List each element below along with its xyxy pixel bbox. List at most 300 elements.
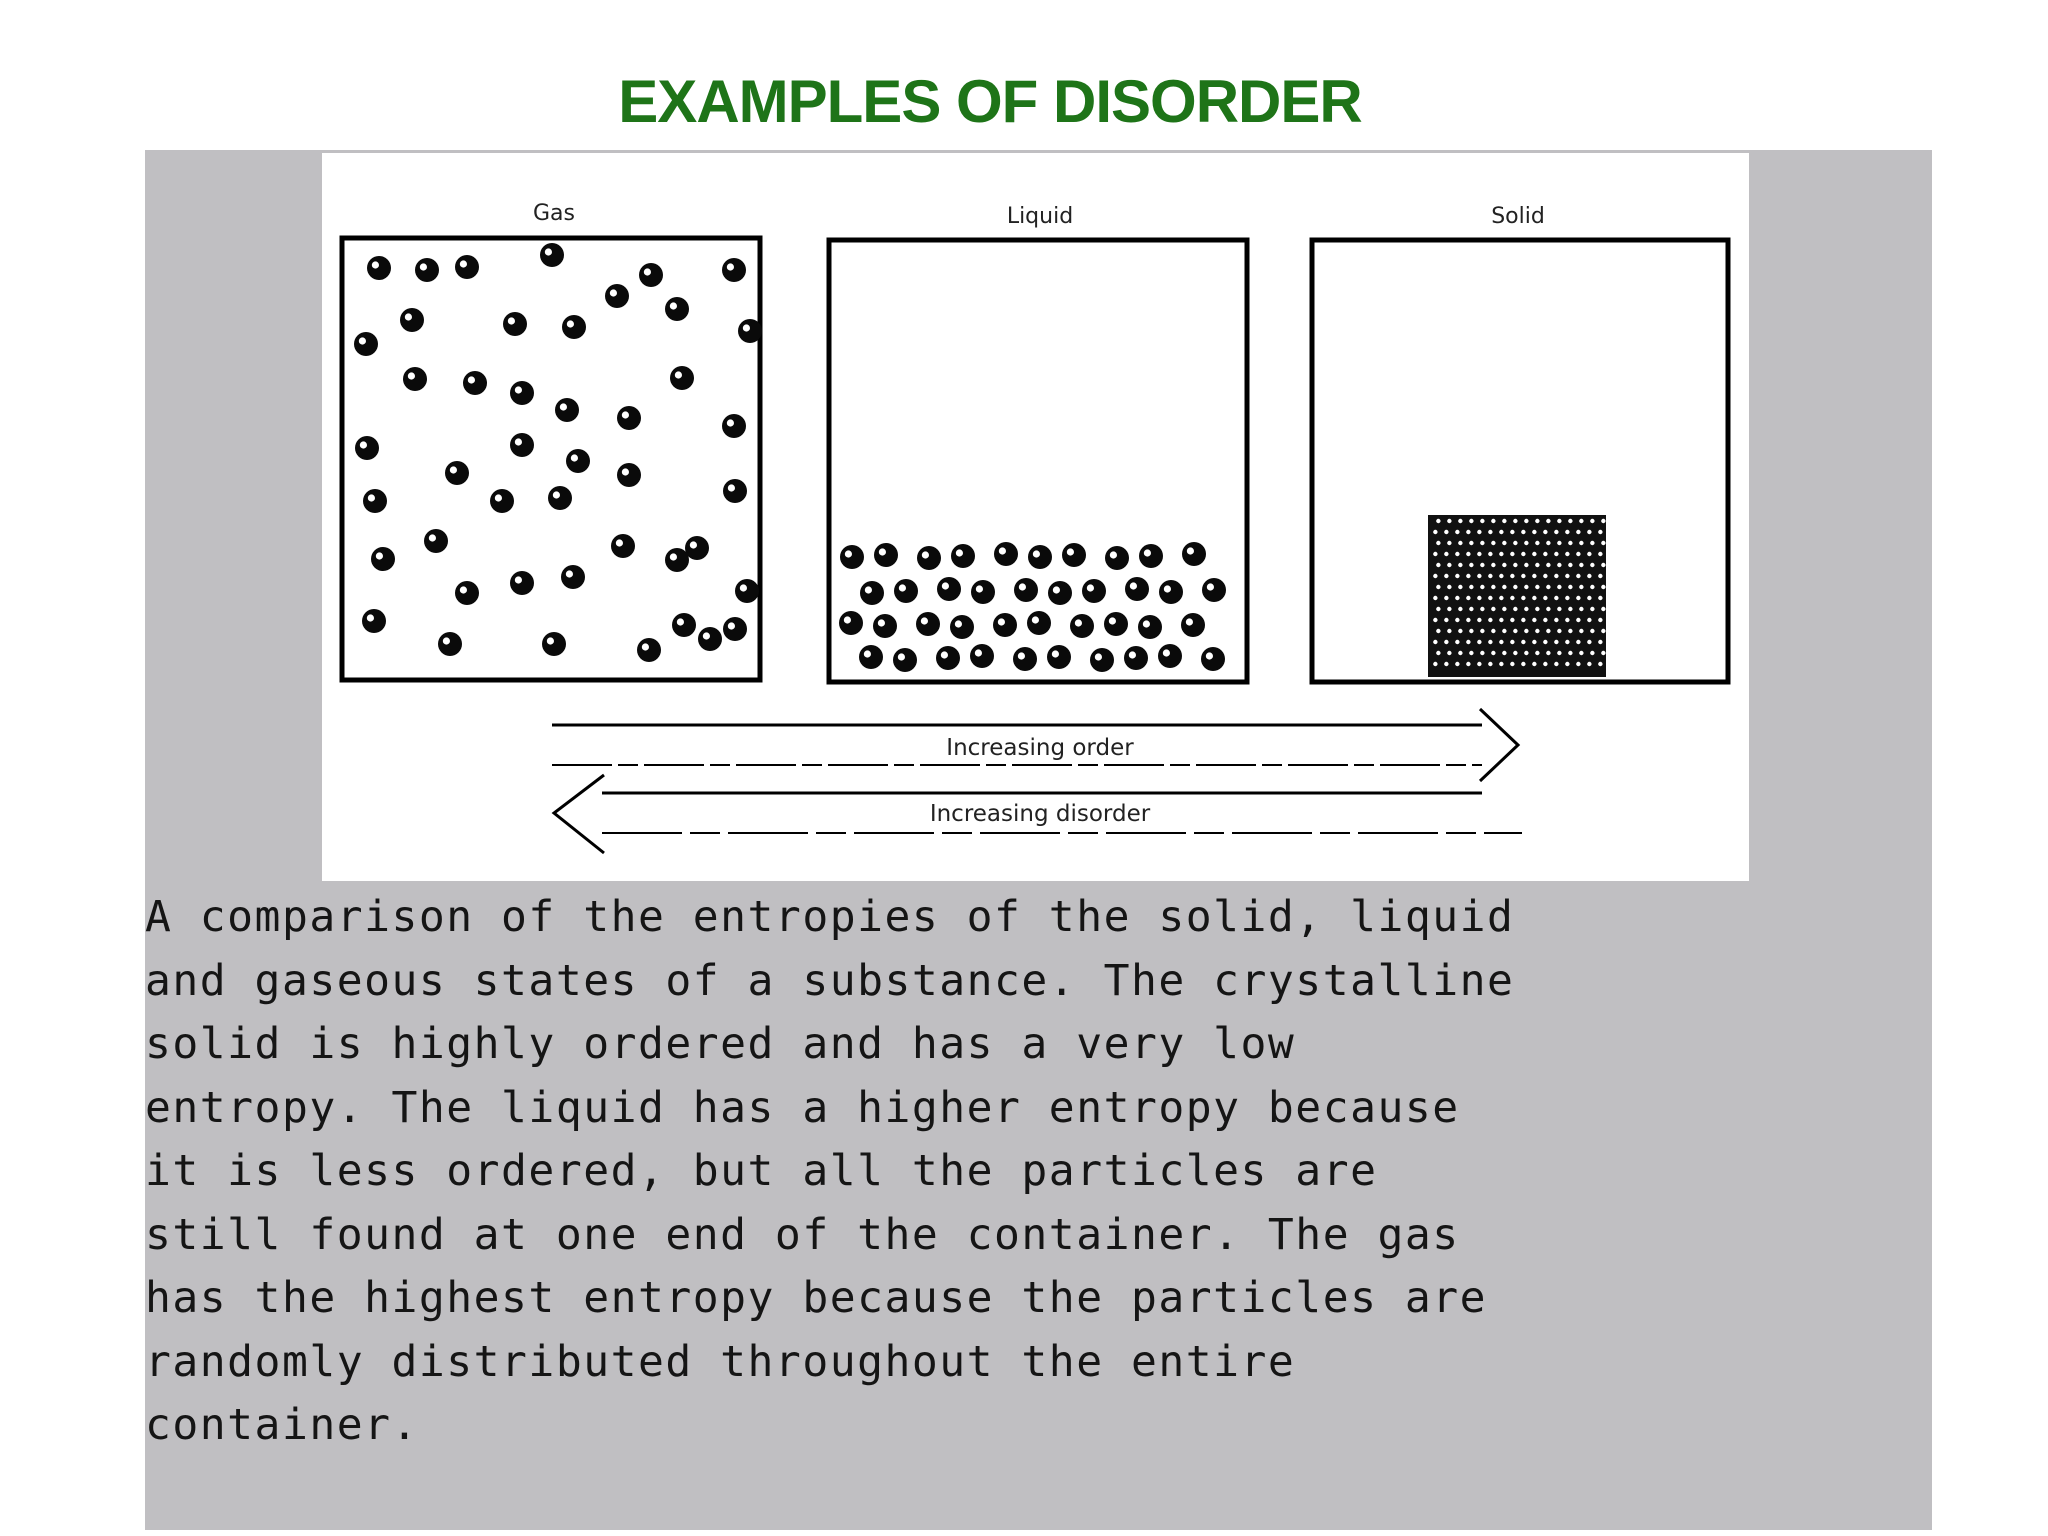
solid-particle	[1590, 651, 1594, 655]
liquid-particle-highlight	[1130, 582, 1137, 589]
gas-particle-highlight	[367, 614, 374, 621]
liquid-particle	[1158, 644, 1182, 668]
solid-particle	[1576, 662, 1580, 666]
solid-particle	[1576, 640, 1580, 644]
gas-particle-highlight	[515, 438, 522, 445]
solid-particle	[1554, 530, 1558, 534]
solid-particle	[1488, 640, 1492, 644]
liquid-particle-highlight	[921, 617, 928, 624]
liquid-particle	[950, 615, 974, 639]
gas-particles	[354, 243, 762, 662]
liquid-particle-highlight	[1095, 653, 1102, 660]
liquid-particle	[1181, 613, 1205, 637]
liquid-particle-highlight	[1187, 547, 1194, 554]
gas-particle-highlight	[728, 622, 735, 629]
liquid-particle-highlight	[1067, 548, 1074, 555]
solid-particle	[1480, 607, 1484, 611]
liquid-particle	[1159, 580, 1183, 604]
solid-particle	[1568, 541, 1572, 545]
gas-particle-highlight	[405, 313, 412, 320]
gas-particle	[362, 609, 386, 633]
liquid-particle	[971, 580, 995, 604]
liquid-particle-highlight	[1143, 620, 1150, 627]
liquid-particle	[894, 579, 918, 603]
solid-particle	[1458, 607, 1462, 611]
liquid-particle-highlight	[1144, 549, 1151, 556]
liquid-particle	[860, 581, 884, 605]
solid-particle	[1444, 574, 1448, 578]
solid-particle	[1565, 596, 1569, 600]
gas-particle-highlight	[508, 317, 515, 324]
solid-particle	[1543, 640, 1547, 644]
gas-particle	[722, 258, 746, 282]
liquid-particle-highlight	[844, 616, 851, 623]
gas-particle-highlight	[495, 494, 502, 501]
solid-particle	[1502, 563, 1506, 567]
solid-particle	[1590, 585, 1594, 589]
gas-particle-highlight	[610, 289, 617, 296]
solid-particle	[1598, 662, 1602, 666]
solid-particle	[1524, 563, 1528, 567]
solid-particle	[1480, 651, 1484, 655]
solid-particle	[1491, 607, 1495, 611]
gas-particle	[455, 255, 479, 279]
solid-particle	[1587, 596, 1591, 600]
solid-particle	[1488, 662, 1492, 666]
gas-particle	[503, 312, 527, 336]
liquid-particle-highlight	[1186, 618, 1193, 625]
gas-particle	[455, 581, 479, 605]
solid-particle	[1565, 640, 1569, 644]
gas-particle	[490, 489, 514, 513]
gas-particle-highlight	[368, 494, 375, 501]
caption-line-7: has the highest entropy because the particles are	[145, 1273, 1488, 1323]
gas-particle	[670, 366, 694, 390]
liquid-particle-highlight	[864, 650, 871, 657]
caption-line-2: and gaseous states of a substance. The crystalline	[145, 955, 1515, 1006]
liquid-particle	[1047, 645, 1071, 669]
solid-particle	[1455, 596, 1459, 600]
solid-particle	[1491, 541, 1495, 545]
solid-particle	[1447, 541, 1451, 545]
solid-particle	[1576, 574, 1580, 578]
solid-particle	[1598, 596, 1602, 600]
gas-particle-highlight	[359, 337, 366, 344]
solid-particle	[1436, 563, 1440, 567]
solid-particle	[1598, 618, 1602, 622]
solid-particle	[1513, 541, 1517, 545]
liquid-particle	[994, 542, 1018, 566]
solid-particle	[1590, 519, 1594, 523]
solid-particle	[1568, 651, 1572, 655]
solid-particle	[1554, 574, 1558, 578]
liquid-particle-highlight	[1018, 652, 1025, 659]
solid-particle	[1546, 519, 1550, 523]
solid-particle	[1436, 585, 1440, 589]
liquid-particle	[1182, 542, 1206, 566]
gas-particle	[611, 534, 635, 558]
liquid-particle	[1027, 611, 1051, 635]
solid-particle	[1554, 618, 1558, 622]
gas-particle-highlight	[642, 643, 649, 650]
liquid-particle-highlight	[976, 585, 983, 592]
solid-particle	[1502, 629, 1506, 633]
solid-particle	[1477, 640, 1481, 644]
solid-particle	[1557, 541, 1561, 545]
solid-particle	[1502, 607, 1506, 611]
liquid-particle-highlight	[899, 584, 906, 591]
liquid-particle-highlight	[1163, 649, 1170, 656]
liquid-particle-highlight	[975, 649, 982, 656]
solid-particle	[1480, 541, 1484, 545]
solid-particle	[1543, 552, 1547, 556]
solid-particle	[1532, 574, 1536, 578]
solid-particle	[1546, 629, 1550, 633]
solid-particle	[1601, 563, 1605, 567]
gas-particle	[566, 449, 590, 473]
liquid-particle	[840, 545, 864, 569]
gas-particle-highlight	[616, 539, 623, 546]
solid-particle	[1532, 596, 1536, 600]
gas-particle-highlight	[545, 248, 552, 255]
solid-particle	[1488, 552, 1492, 556]
caption-line-6: still found at one end of the container. The gas	[145, 1209, 1460, 1260]
solid-particle	[1513, 519, 1517, 523]
gas-particle	[555, 398, 579, 422]
liquid-particle	[1014, 578, 1038, 602]
solid-particle	[1535, 563, 1539, 567]
gas-container	[342, 238, 760, 680]
solid-particle	[1543, 574, 1547, 578]
solid-particle	[1499, 618, 1503, 622]
solid-particle	[1433, 618, 1437, 622]
gas-particle-highlight	[429, 534, 436, 541]
solid-particle	[1510, 618, 1514, 622]
slide-title: EXAMPLES OF DISORDER	[618, 68, 1362, 135]
solid-particle	[1535, 607, 1539, 611]
solid-particle	[1579, 541, 1583, 545]
liquid-particle-highlight	[879, 548, 886, 555]
gas-particle-highlight	[450, 466, 457, 473]
liquid-particle-highlight	[1033, 550, 1040, 557]
gas-particle	[637, 638, 661, 662]
solid-particle	[1444, 552, 1448, 556]
gas-particle	[445, 461, 469, 485]
solid-particle	[1524, 607, 1528, 611]
solid-particle	[1469, 585, 1473, 589]
liquid-particle	[1124, 646, 1148, 670]
solid-particle	[1488, 618, 1492, 622]
gas-particle	[698, 627, 722, 651]
caption-line-8: randomly distributed throughout the entire	[145, 1336, 1296, 1387]
solid-particle	[1433, 662, 1437, 666]
gas-particle	[723, 479, 747, 503]
gas-particle-highlight	[670, 553, 677, 560]
gas-particle-highlight	[372, 261, 379, 268]
states-of-matter-figure	[322, 153, 1749, 881]
gas-particle-highlight	[622, 411, 629, 418]
gas-particle	[367, 256, 391, 280]
solid-particle	[1433, 574, 1437, 578]
solid-particle	[1535, 585, 1539, 589]
solid-particle	[1535, 541, 1539, 545]
gas-particle-highlight	[408, 372, 415, 379]
solid-particle	[1579, 629, 1583, 633]
solid-particle	[1477, 596, 1481, 600]
gas-particle	[355, 436, 379, 460]
solid-particle	[1546, 651, 1550, 655]
liquid-particle-highlight	[1053, 586, 1060, 593]
solid-particle	[1535, 519, 1539, 523]
solid-particle	[1480, 563, 1484, 567]
gas-particle	[542, 632, 566, 656]
solid-particle	[1579, 563, 1583, 567]
liquid-particle-highlight	[1032, 616, 1039, 623]
solid-particle	[1469, 541, 1473, 545]
liquid-particle-highlight	[956, 549, 963, 556]
solid-particle	[1598, 574, 1602, 578]
solid-particle	[1436, 541, 1440, 545]
solid-particle	[1466, 552, 1470, 556]
gas-particle	[354, 332, 378, 356]
solid-particle	[1510, 574, 1514, 578]
solid-particle	[1524, 519, 1528, 523]
liquid-particle-highlight	[1019, 583, 1026, 590]
liquid-particle	[893, 648, 917, 672]
caption-line-9: container.	[145, 1400, 419, 1450]
caption-line-1: A comparison of the entropies of the solid, liquid	[145, 892, 1515, 942]
liquid-particle	[1104, 612, 1128, 636]
liquid-particle-highlight	[999, 547, 1006, 554]
solid-particle	[1521, 552, 1525, 556]
solid-particle	[1499, 662, 1503, 666]
solid-particle	[1491, 585, 1495, 589]
gas-particle-highlight	[677, 618, 684, 625]
liquid-particle	[859, 645, 883, 669]
solid-particle	[1532, 640, 1536, 644]
solid-particle	[1477, 618, 1481, 622]
gas-particle	[510, 381, 534, 405]
solid-particle	[1587, 640, 1591, 644]
solid-particle	[1565, 574, 1569, 578]
solid-particle	[1447, 585, 1451, 589]
solid-particle	[1488, 574, 1492, 578]
solid-particle	[1535, 629, 1539, 633]
solid-particle	[1546, 607, 1550, 611]
solid-particle	[1579, 519, 1583, 523]
solid-particle	[1521, 596, 1525, 600]
gas-particle-highlight	[515, 386, 522, 393]
solid-particle	[1576, 596, 1580, 600]
gas-particle-highlight	[420, 263, 427, 270]
gas-particle	[403, 367, 427, 391]
increasing-order-label: Increasing order	[946, 735, 1134, 761]
liquid-particle	[937, 577, 961, 601]
solid-particle	[1444, 662, 1448, 666]
gas-particle-highlight	[727, 263, 734, 270]
gas-particle	[685, 536, 709, 560]
solid-particle-block	[1428, 515, 1606, 677]
solid-particle	[1444, 618, 1448, 622]
solid-particle	[1565, 618, 1569, 622]
solid-particle	[1466, 618, 1470, 622]
solid-particle	[1458, 541, 1462, 545]
liquid-particle	[839, 611, 863, 635]
gas-particle-highlight	[553, 491, 560, 498]
gas-particle-highlight	[743, 324, 750, 331]
solid-particle	[1532, 530, 1536, 534]
solid-particle	[1458, 651, 1462, 655]
gas-container-label: Gas	[533, 201, 575, 226]
solid-particle	[1557, 651, 1561, 655]
gas-particle-highlight	[622, 468, 629, 475]
gas-particle	[363, 489, 387, 513]
solid-particle	[1477, 530, 1481, 534]
solid-particle	[1455, 618, 1459, 622]
solid-particle	[1568, 629, 1572, 633]
solid-particle	[1499, 530, 1503, 534]
liquid-particle	[1139, 544, 1163, 568]
solid-particle	[1466, 640, 1470, 644]
solid-particle	[1491, 629, 1495, 633]
solid-particle	[1601, 629, 1605, 633]
solid-particle	[1601, 541, 1605, 545]
solid-particle	[1546, 541, 1550, 545]
solid-particle	[1436, 607, 1440, 611]
caption-line-3: solid is highly ordered and has a very low	[145, 1019, 1296, 1069]
solid-particle	[1546, 563, 1550, 567]
gas-particle	[617, 406, 641, 430]
gas-particle-highlight	[571, 454, 578, 461]
solid-particle	[1601, 651, 1605, 655]
solid-particle	[1554, 552, 1558, 556]
solid-particle	[1568, 585, 1572, 589]
solid-particle	[1458, 519, 1462, 523]
liquid-particle-highlight	[942, 582, 949, 589]
solid-particle	[1444, 640, 1448, 644]
gas-particle-highlight	[703, 632, 710, 639]
solid-particle	[1590, 563, 1594, 567]
liquid-particle	[917, 546, 941, 570]
gas-particle-highlight	[460, 260, 467, 267]
solid-particle	[1590, 629, 1594, 633]
solid-particle	[1587, 552, 1591, 556]
increasing-disorder-label: Increasing disorder	[929, 801, 1151, 827]
gas-particle	[562, 315, 586, 339]
solid-particle	[1543, 596, 1547, 600]
solid-particle	[1436, 651, 1440, 655]
gas-particle	[371, 547, 395, 571]
solid-particle	[1488, 530, 1492, 534]
solid-particle	[1598, 552, 1602, 556]
solid-particle	[1543, 618, 1547, 622]
liquid-particle-highlight	[865, 586, 872, 593]
solid-particle	[1447, 519, 1451, 523]
figure-svg	[322, 153, 1749, 881]
solid-particle	[1557, 629, 1561, 633]
liquid-particle-highlight	[845, 550, 852, 557]
solid-particle	[1598, 640, 1602, 644]
solid-particle	[1469, 629, 1473, 633]
liquid-particle	[1062, 543, 1086, 567]
liquid-particle-highlight	[955, 620, 962, 627]
liquid-particle	[936, 646, 960, 670]
solid-particle	[1480, 519, 1484, 523]
liquid-particle-highlight	[878, 619, 885, 626]
solid-particle	[1455, 662, 1459, 666]
liquid-particle-highlight	[898, 653, 905, 660]
gas-particle-highlight	[567, 320, 574, 327]
gas-particle	[561, 565, 585, 589]
solid-particle	[1576, 552, 1580, 556]
solid-particle	[1499, 552, 1503, 556]
solid-particle	[1499, 596, 1503, 600]
solid-particle	[1532, 552, 1536, 556]
solid-particle	[1554, 662, 1558, 666]
gas-particle-highlight	[560, 403, 567, 410]
solid-particle	[1557, 607, 1561, 611]
gas-particle-highlight	[728, 484, 735, 491]
liquid-particle	[1202, 578, 1226, 602]
solid-particle	[1433, 596, 1437, 600]
solid-particle	[1433, 640, 1437, 644]
solid-particle	[1455, 552, 1459, 556]
liquid-particle-highlight	[998, 618, 1005, 625]
solid-particle	[1436, 519, 1440, 523]
solid-particle	[1576, 530, 1580, 534]
solid-particle	[1532, 618, 1536, 622]
liquid-particle	[916, 612, 940, 636]
solid-particle	[1466, 530, 1470, 534]
solid-particle	[1469, 519, 1473, 523]
gas-particle-highlight	[690, 541, 697, 548]
solid-particle	[1587, 530, 1591, 534]
liquid-particle-highlight	[1110, 551, 1117, 558]
solid-particle	[1557, 519, 1561, 523]
solid-particle	[1469, 563, 1473, 567]
solid-particle	[1579, 607, 1583, 611]
gas-particle	[510, 571, 534, 595]
gas-particle	[438, 632, 462, 656]
solid-particle	[1447, 607, 1451, 611]
liquid-particle	[1070, 614, 1094, 638]
solid-particle	[1480, 585, 1484, 589]
gas-particle-highlight	[675, 371, 682, 378]
liquid-particle	[1201, 647, 1225, 671]
gas-particle-highlight	[443, 637, 450, 644]
gas-particle	[424, 529, 448, 553]
solid-particle	[1543, 530, 1547, 534]
solid-particle	[1499, 640, 1503, 644]
solid-particle	[1469, 607, 1473, 611]
figure-caption	[145, 886, 1932, 1458]
liquid-container-label: Liquid	[1006, 204, 1074, 229]
liquid-particle-highlight	[1052, 650, 1059, 657]
solid-particle	[1436, 629, 1440, 633]
solid-particle	[1543, 662, 1547, 666]
solid-particle	[1601, 585, 1605, 589]
liquid-particle	[1013, 647, 1037, 671]
solid-particle	[1513, 607, 1517, 611]
liquid-particle-highlight	[1129, 651, 1136, 658]
solid-particle	[1455, 574, 1459, 578]
solid-particle	[1444, 530, 1448, 534]
solid-particle	[1477, 552, 1481, 556]
solid-particle	[1524, 585, 1528, 589]
solid-particle	[1521, 662, 1525, 666]
gas-particle	[722, 414, 746, 438]
solid-particle	[1455, 530, 1459, 534]
